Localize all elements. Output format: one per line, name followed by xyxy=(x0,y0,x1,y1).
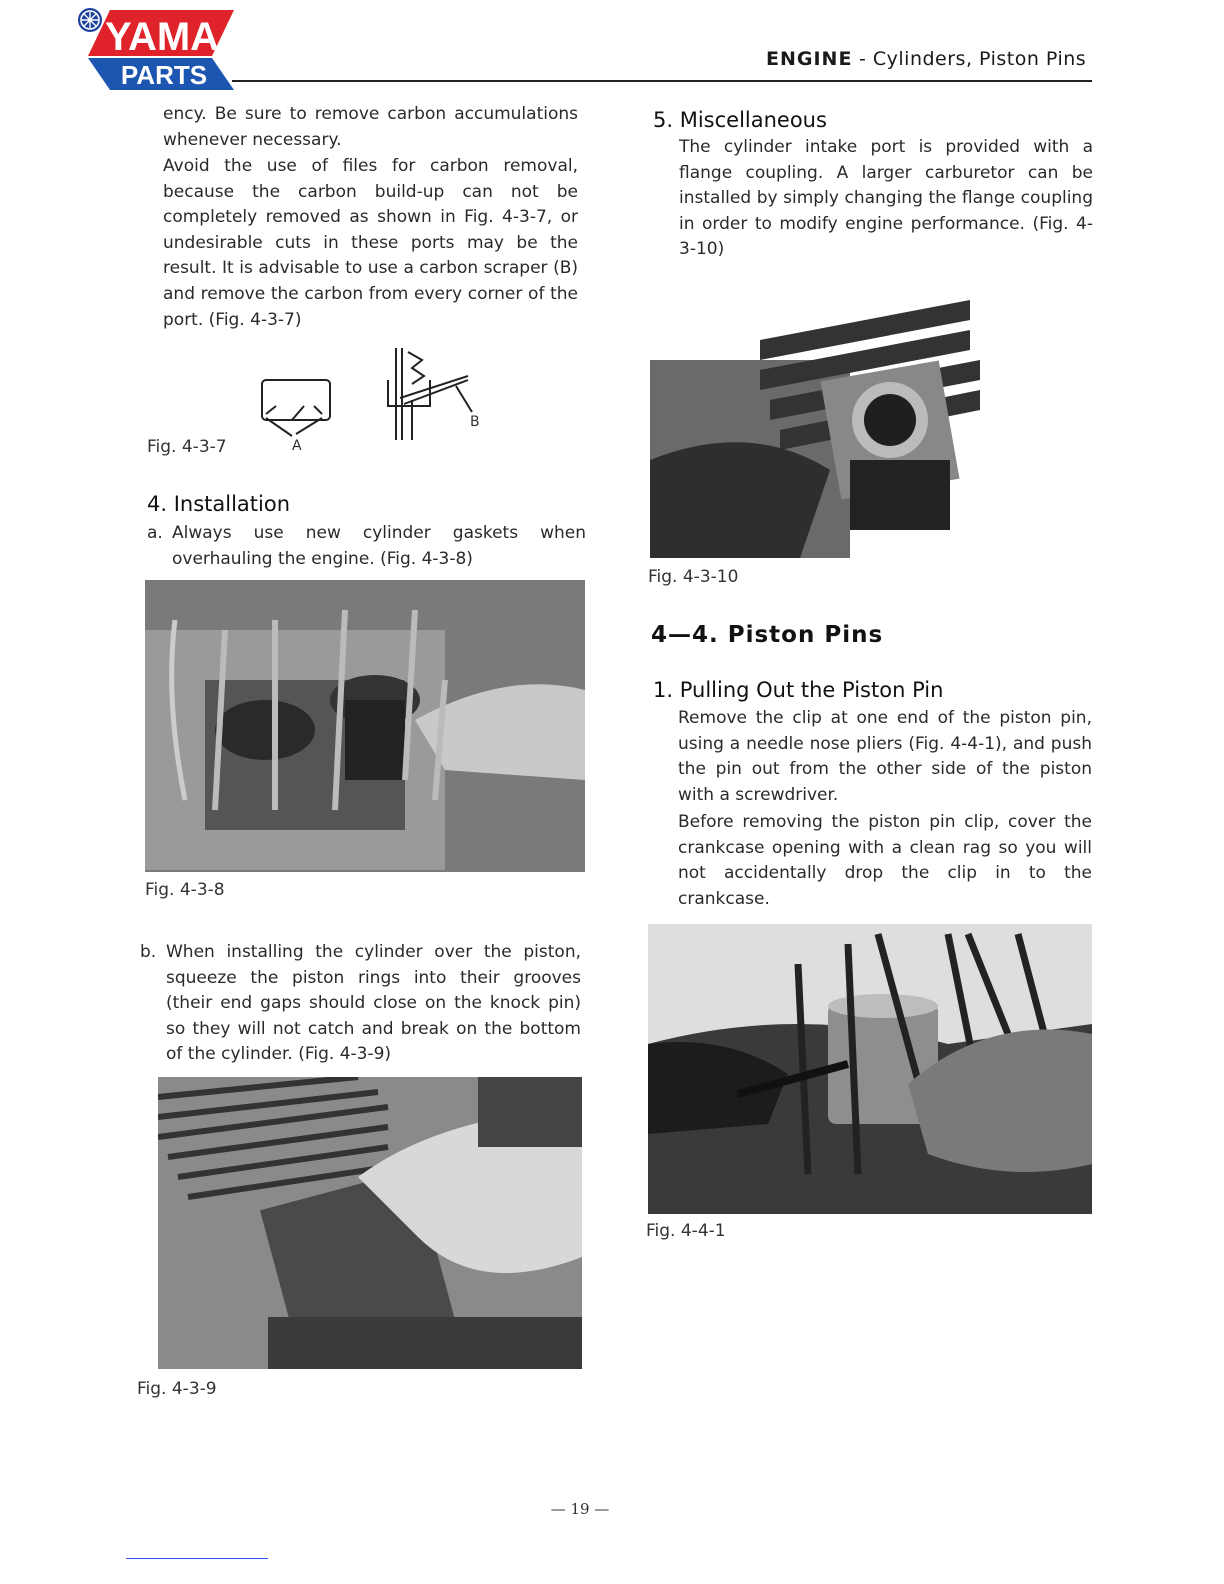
fig-4-4-1-photo xyxy=(648,924,1092,1214)
page-number: — 19 — xyxy=(550,1500,610,1518)
installation-heading: 4. Installation xyxy=(147,492,291,516)
fig-4-3-8-photo xyxy=(145,580,585,872)
logo-yama-text: YAMA xyxy=(104,15,220,59)
yama-parts-logo xyxy=(74,6,240,92)
footer-link-underline xyxy=(126,1558,268,1559)
fig-4-3-8-caption: Fig. 4-3-8 xyxy=(145,880,225,900)
fig-4-4-1-caption: Fig. 4-4-1 xyxy=(646,1221,726,1241)
fig-4-3-9-photo xyxy=(158,1077,582,1369)
left-para-2: Avoid the use of files for carbon removal, because the carbon build-up can not be completely removed as shown in Fig. 4-3-7, or undesirable cuts in these ports may be the result. It is advisable to use a carbon scraper (B) and remove the carbon from every corner of the port. (Fig. 4-3-7) xyxy=(163,156,578,330)
fig-4-3-9-caption: Fig. 4-3-9 xyxy=(137,1379,217,1399)
logo-parts-text: PARTS xyxy=(120,60,208,90)
fig-4-3-7-caption: Fig. 4-3-7 xyxy=(147,437,227,457)
header-rule xyxy=(232,80,1092,82)
pulling-para-2: Before removing the piston pin clip, cover the crankcase opening with a clean rag so you will not accidentally drop the clip in to the crankcase. xyxy=(678,812,1092,909)
fig-4-3-7-diagram xyxy=(252,340,492,460)
fig-4-3-10-photo xyxy=(650,300,980,558)
fig-4-3-10-caption: Fig. 4-3-10 xyxy=(648,567,739,587)
misc-heading: 5. Miscellaneous xyxy=(653,108,827,132)
misc-text: The cylinder intake port is provided with a flange coupling. A larger carburetor can be installed by simply changing the flange coupling in order to modify engine performance. (Fig. 4-3-10) xyxy=(679,137,1093,260)
pulling-para-1: Remove the clip at one end of the piston pin, using a needle nose pliers (Fig. 4-4-1), and push the pin out from the other side of the piston with a screwdriver. xyxy=(678,708,1092,805)
header-subtitle: - Cylinders, Piston Pins xyxy=(858,48,1087,70)
pulling-heading: 1. Pulling Out the Piston Pin xyxy=(653,678,944,702)
item-a-marker: a. xyxy=(147,523,163,543)
item-b-marker: b. xyxy=(140,942,157,962)
left-para-1: ency. Be sure to remove carbon accumulations whenever necessary. xyxy=(163,104,578,150)
fig-4-3-7-label-b: B xyxy=(470,414,480,430)
fig-4-3-7-label-a: A xyxy=(292,438,302,454)
item-b-text: When installing the cylinder over the piston, squeeze the piston rings into their grooves (their end gaps should close on the knock pin) so they will not catch and break on the bottom of the cylinder. (Fig. 4-3-9) xyxy=(166,942,581,1065)
page-header-title xyxy=(766,48,1086,70)
header-section: ENGINE xyxy=(766,48,853,70)
item-a-text: Always use new cylinder gaskets when overhauling the engine. (Fig. 4-3-8) xyxy=(172,523,586,569)
section-heading: 4—4. Piston Pins xyxy=(651,622,884,648)
